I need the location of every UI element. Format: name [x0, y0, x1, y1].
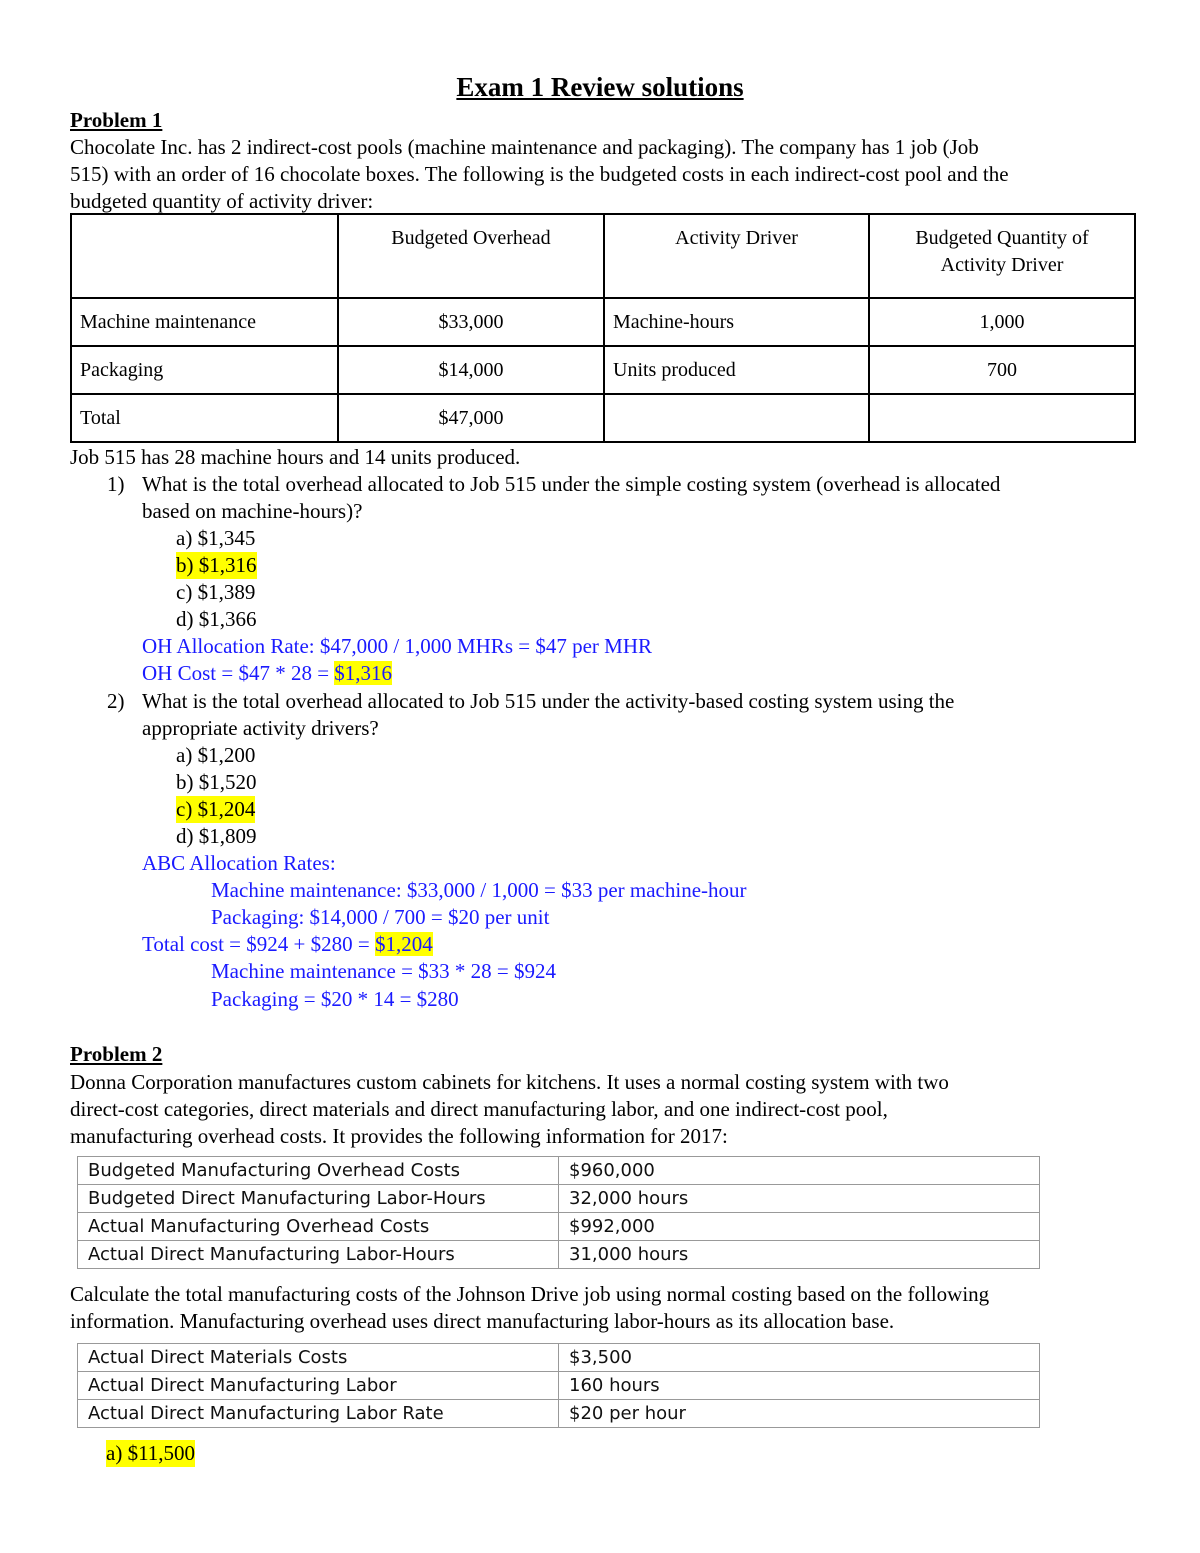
table-cell: Actual Direct Manufacturing Labor Rate	[78, 1400, 559, 1428]
answer-option-correct: a) $11,500	[106, 1441, 196, 1465]
table-row	[71, 298, 1135, 346]
table-cell: $47,000	[338, 394, 604, 442]
solution-total	[142, 931, 433, 958]
solution-mm-cost: Machine maintenance = $33 * 28 = $924	[211, 959, 557, 983]
table-cell: Actual Direct Manufacturing Labor-Hours	[78, 1241, 559, 1269]
answer-option: d) $1,809	[176, 824, 257, 848]
solution-total-answer: $1,204	[374, 932, 433, 956]
solution-cost-prefix: OH Cost = $47 * 28 =	[142, 661, 335, 685]
table-cell: Total	[71, 394, 338, 442]
answer-option: a) $1,345	[176, 526, 256, 550]
question-text: based on machine-hours)?	[142, 499, 363, 523]
table-cell: $960,000	[559, 1157, 1040, 1185]
table-row	[78, 1213, 1040, 1241]
solution-heading: ABC Allocation Rates:	[142, 851, 336, 875]
table-cell: Machine maintenance	[71, 298, 338, 346]
solution-total-prefix: Total cost = $924 + $280 =	[142, 932, 375, 956]
table-cell	[869, 394, 1135, 442]
calc-text: Calculate the total manufacturing costs of the Johnson Drive job using normal costing based on the following	[70, 1282, 990, 1306]
table-cell: $992,000	[559, 1213, 1040, 1241]
solution-rate: OH Allocation Rate: $47,000 / 1,000 MHRs = $47 per MHR	[142, 634, 652, 658]
calc-text: information. Manufacturing overhead uses direct manufacturing labor-hours as its allocation base.	[70, 1309, 895, 1333]
solution-pk-cost: Packaging = $20 * 14 = $280	[211, 987, 459, 1011]
table-cell: Machine-hours	[604, 298, 869, 346]
answer-option: a) $1,200	[176, 743, 256, 767]
answer-option: b) $1,520	[176, 770, 257, 794]
table-cell: Actual Direct Materials Costs	[78, 1344, 559, 1372]
question-number: 1)	[107, 472, 125, 496]
table-row	[78, 1157, 1040, 1185]
table-header-cell: Activity Driver	[604, 214, 869, 298]
table-cell	[604, 394, 869, 442]
problem1-intro-line: 515) with an order of 16 chocolate boxes. The following is the budgeted costs in each indirect-cost pool and the	[70, 162, 1009, 186]
overhead-table	[70, 213, 1136, 443]
table-cell: $33,000	[338, 298, 604, 346]
table-cell: 700	[869, 346, 1135, 394]
problem1-heading: Problem 1	[70, 108, 163, 132]
table-cell: Actual Direct Manufacturing Labor	[78, 1372, 559, 1400]
solution-pk-rate: Packaging: $14,000 / 700 = $20 per unit	[211, 905, 550, 929]
answer-option: c) $1,389	[176, 580, 256, 604]
problem2-intro-line: direct-cost categories, direct materials and direct manufacturing labor, and one indirect-cost pool,	[70, 1097, 888, 1121]
question-text: What is the total overhead allocated to Job 515 under the simple costing system (overhead is allocated	[142, 472, 1001, 496]
problem2-intro-line: manufacturing overhead costs. It provides the following information for 2017:	[70, 1124, 728, 1148]
job-info-table	[77, 1343, 1040, 1428]
table-cell: Budgeted Manufacturing Overhead Costs	[78, 1157, 559, 1185]
table-header-cell	[869, 214, 1135, 298]
table-cell: 32,000 hours	[559, 1185, 1040, 1213]
table-cell: 1,000	[869, 298, 1135, 346]
table-cell: Actual Manufacturing Overhead Costs	[78, 1213, 559, 1241]
page-title: Exam 1 Review solutions	[456, 72, 744, 102]
problem2-intro-line: Donna Corporation manufactures custom cabinets for kitchens. It uses a normal costing system with two	[70, 1070, 949, 1094]
problem1-intro-line: Chocolate Inc. has 2 indirect-cost pools (machine maintenance and packaging). The company has 1 job (Job	[70, 135, 979, 159]
solution-cost-answer: $1,316	[334, 661, 393, 685]
question-text: appropriate activity drivers?	[142, 716, 379, 740]
solution-mm-rate: Machine maintenance: $33,000 / 1,000 = $33 per machine-hour	[211, 878, 747, 902]
table-cell: $14,000	[338, 346, 604, 394]
job-info: Job 515 has 28 machine hours and 14 units produced.	[70, 445, 521, 469]
solution-cost	[142, 660, 392, 687]
table-row	[71, 346, 1135, 394]
table-row	[78, 1344, 1040, 1372]
problem2-heading: Problem 2	[70, 1042, 163, 1066]
table-header-cell	[71, 214, 338, 298]
table-row	[78, 1372, 1040, 1400]
table-header-cell: Budgeted Overhead	[338, 214, 604, 298]
problem1-intro-line: budgeted quantity of activity driver:	[70, 189, 374, 213]
table-cell: $3,500	[559, 1344, 1040, 1372]
budget-info-table	[77, 1156, 1040, 1269]
header-line: Activity Driver	[940, 254, 1064, 276]
answer-option-correct: c) $1,204	[176, 797, 256, 821]
header-line: Budgeted Quantity of	[915, 227, 1089, 249]
question-text: What is the total overhead allocated to Job 515 under the activity-based costing system using the	[142, 689, 955, 713]
table-header-row	[71, 214, 1135, 298]
table-cell: Units produced	[604, 346, 869, 394]
answer-option-correct: b) $1,316	[176, 553, 257, 577]
table-row	[71, 394, 1135, 442]
table-cell: 31,000 hours	[559, 1241, 1040, 1269]
answer-option: d) $1,366	[176, 607, 257, 631]
table-cell: Packaging	[71, 346, 338, 394]
table-cell: Budgeted Direct Manufacturing Labor-Hours	[78, 1185, 559, 1213]
question-number: 2)	[107, 689, 125, 713]
table-cell: 160 hours	[559, 1372, 1040, 1400]
table-row	[78, 1400, 1040, 1428]
table-row	[78, 1185, 1040, 1213]
table-row	[78, 1241, 1040, 1269]
table-cell: $20 per hour	[559, 1400, 1040, 1428]
